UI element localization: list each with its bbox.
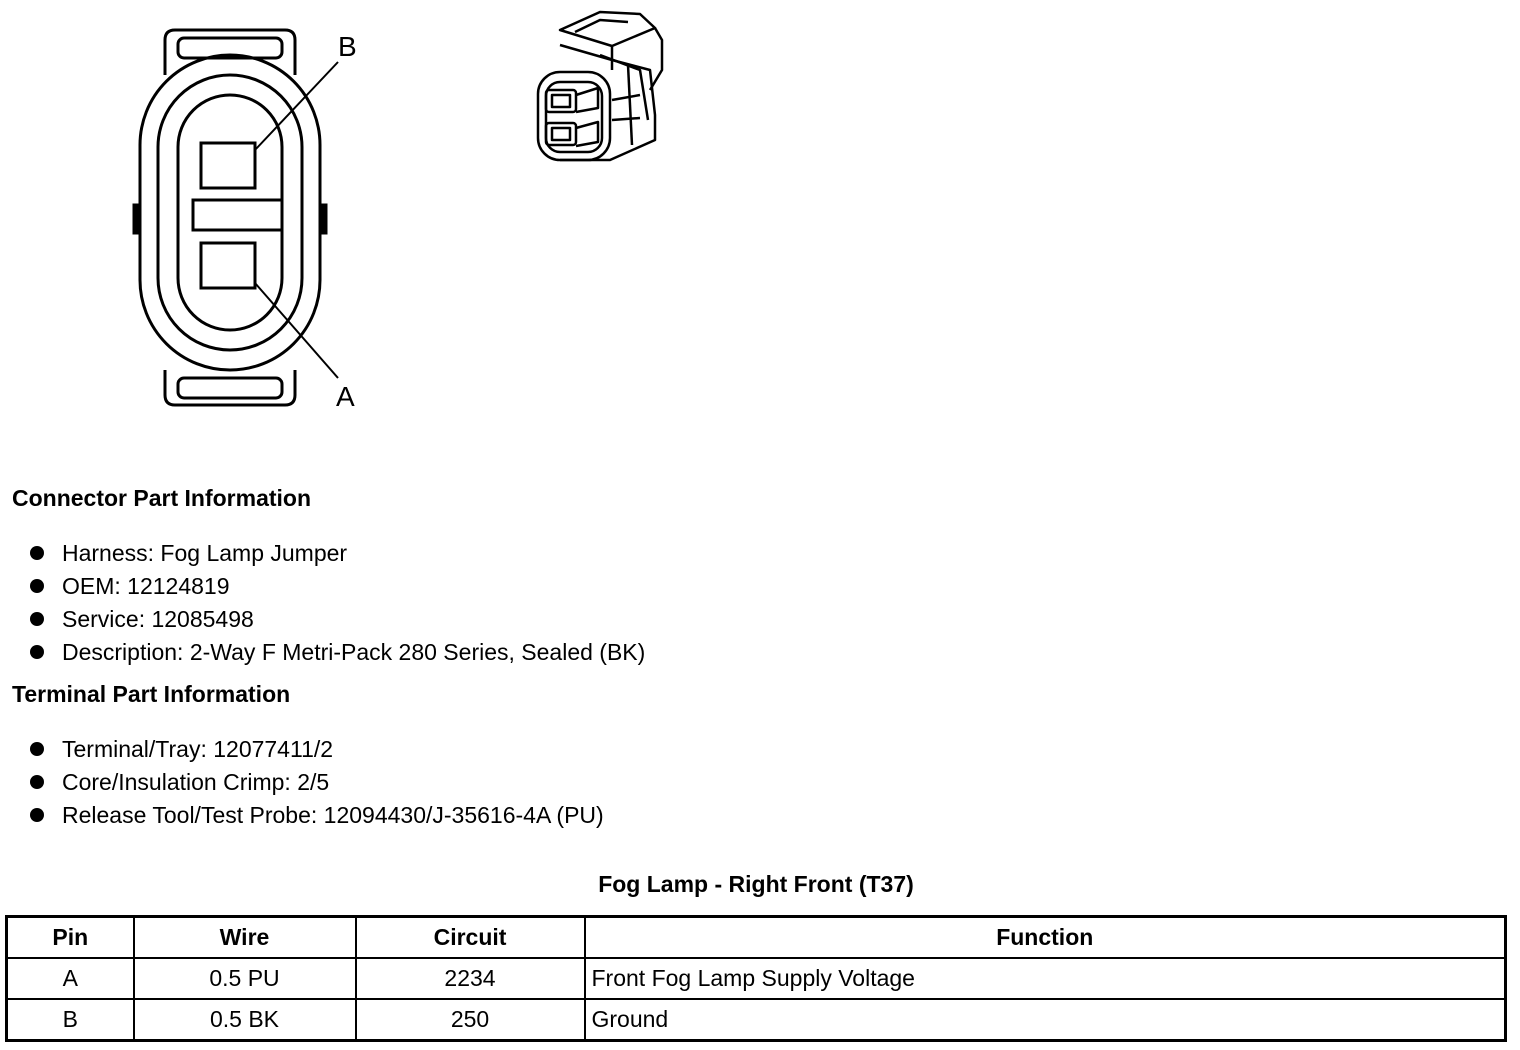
bullet-icon <box>30 645 44 659</box>
connector-isometric-view <box>538 12 662 160</box>
pin-cell: A <box>7 958 134 999</box>
wire-cell: 0.5 PU <box>134 958 356 999</box>
connector-diagram <box>0 0 720 450</box>
list-item: Core/Insulation Crimp: 2/5 <box>30 766 604 799</box>
column-header-wire: Wire <box>134 917 356 959</box>
circuit-cell: 2234 <box>356 958 585 999</box>
bullet-icon <box>30 612 44 626</box>
connector-info-list <box>30 537 645 669</box>
terminal-info-heading: Terminal Part Information <box>12 681 291 707</box>
bullet-icon <box>30 546 44 560</box>
bullet-icon <box>30 742 44 756</box>
table-header-row <box>7 917 1506 959</box>
list-item: Harness: Fog Lamp Jumper <box>30 537 645 570</box>
table-row <box>7 999 1506 1041</box>
list-item: Release Tool/Test Probe: 12094430/J-35616-4A (PU) <box>30 799 604 832</box>
connector-face-view <box>134 30 338 405</box>
function-cell: Ground <box>585 999 1506 1041</box>
list-item: Terminal/Tray: 12077411/2 <box>30 733 604 766</box>
column-header-function: Function <box>585 917 1506 959</box>
circuit-cell: 250 <box>356 999 585 1041</box>
pin-b-label: B <box>338 31 357 62</box>
connector-info-heading: Connector Part Information <box>12 485 312 511</box>
bullet-icon <box>30 579 44 593</box>
table-row <box>7 958 1506 999</box>
list-item: Service: 12085498 <box>30 603 645 636</box>
bullet-icon <box>30 775 44 789</box>
pinout-table <box>5 915 1507 1042</box>
wire-cell: 0.5 BK <box>134 999 356 1041</box>
function-cell: Front Fog Lamp Supply Voltage <box>585 958 1506 999</box>
bullet-icon <box>30 808 44 822</box>
pin-a-label: A <box>336 381 355 412</box>
terminal-info-list <box>30 733 604 832</box>
column-header-circuit: Circuit <box>356 917 585 959</box>
list-item: OEM: 12124819 <box>30 570 645 603</box>
pin-cell: B <box>7 999 134 1041</box>
table-title: Fog Lamp - Right Front (T37) <box>598 871 914 897</box>
list-item: Description: 2-Way F Metri-Pack 280 Series, Sealed (BK) <box>30 636 645 669</box>
column-header-pin: Pin <box>7 917 134 959</box>
